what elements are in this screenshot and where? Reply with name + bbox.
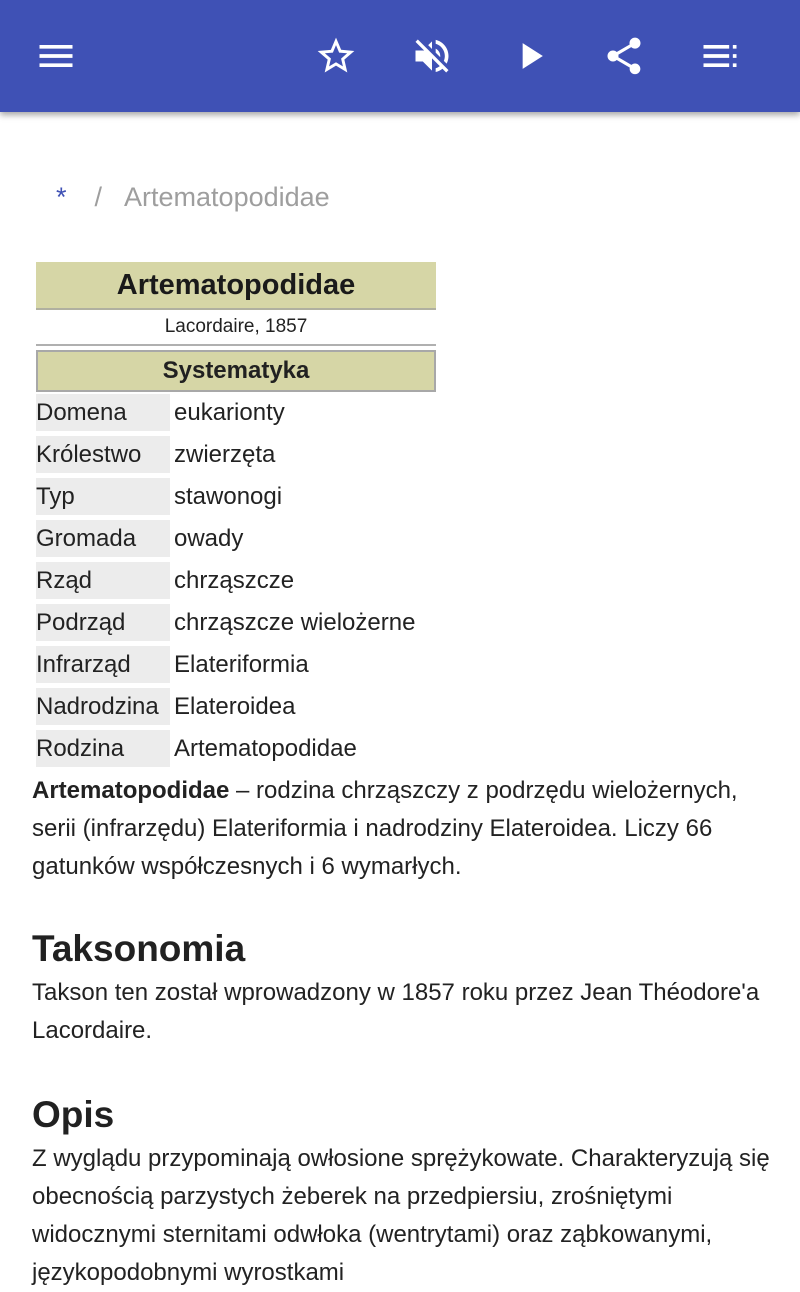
- taxobox-row-label: Rząd: [36, 562, 170, 599]
- taxobox-section-header: Systematyka: [36, 350, 436, 392]
- taxobox-row-value[interactable]: Elateroidea: [174, 693, 296, 720]
- taxobox-row: [36, 560, 436, 602]
- taxobox: [36, 262, 436, 770]
- taxobox-row-value[interactable]: zwierzęta: [174, 441, 276, 468]
- taxobox-row-value[interactable]: Artematopodidae: [174, 735, 357, 762]
- section-heading-opis: Opis: [32, 1094, 115, 1135]
- section-paragraph-taksonomia: Takson ten został wprowadzony w 1857 roku przez Jean Théodore'a Lacordaire.: [32, 979, 760, 1044]
- menu-icon: [34, 34, 78, 78]
- play-icon: [508, 34, 552, 78]
- taxobox-row-label: Podrząd: [36, 604, 170, 641]
- share-icon: [602, 34, 646, 78]
- breadcrumb-current: Artematopodidae: [124, 182, 330, 212]
- taxobox-row-label: Nadrodzina: [36, 688, 170, 725]
- volume-off-icon: [410, 34, 454, 78]
- taxobox-row: [36, 644, 436, 686]
- taxobox-row: [36, 392, 436, 434]
- taxobox-row-value[interactable]: eukarionty: [174, 399, 285, 426]
- app-toolbar: [0, 0, 800, 112]
- taxobox-row-value[interactable]: owady: [174, 525, 244, 552]
- star-icon: [314, 34, 358, 78]
- taxobox-row-value[interactable]: chrząszcze: [174, 567, 295, 594]
- section-paragraph-opis: Z wyglądu przypominają owłosione sprężykowate. Charakteryzują się obecnością parzystych żeberek na przedpiersiu, zrośniętymi widocznymi sternitami odwłoka (wentrytami) oraz ząbkowanymi, językopodobnymi wyrostkami: [32, 1145, 770, 1286]
- menu-button[interactable]: [28, 28, 84, 84]
- intro-paragraph: [32, 772, 772, 886]
- taxobox-row-label: Rodzina: [36, 730, 170, 767]
- contents-button[interactable]: [692, 28, 748, 84]
- taxobox-rows: [36, 392, 436, 770]
- breadcrumb-root-link[interactable]: *: [56, 182, 67, 212]
- taxobox-row-label: Typ: [36, 478, 170, 515]
- intro-text: – rodzina chrząszczy z podrzędu wielożernych, serii (infrarzędu) Elateriformia i nadrodziny Elateroidea. Liczy 66 gatunków współczesnych i 6 wymarłych.: [32, 777, 738, 880]
- article-body: [32, 772, 772, 1286]
- playlist-icon: [698, 34, 742, 78]
- taxobox-row: [36, 518, 436, 560]
- breadcrumb-separator: /: [94, 182, 103, 212]
- intro-bold-term: Artematopodidae: [32, 777, 230, 804]
- taxobox-row: [36, 602, 436, 644]
- taxobox-title: Artematopodidae: [36, 262, 436, 310]
- taxobox-author: Lacordaire, 1857: [36, 310, 436, 346]
- taxobox-row-value[interactable]: chrząszcze wielożerne: [174, 609, 416, 636]
- taxobox-row-label: Infrarząd: [36, 646, 170, 683]
- taxobox-row-label: Domena: [36, 394, 170, 431]
- taxobox-row-label: Królestwo: [36, 436, 170, 473]
- share-button[interactable]: [596, 28, 652, 84]
- taxobox-row-label: Gromada: [36, 520, 170, 557]
- mute-button[interactable]: [404, 28, 460, 84]
- taxobox-row-value[interactable]: stawonogi: [174, 483, 283, 510]
- taxobox-row: [36, 434, 436, 476]
- bookmark-button[interactable]: [308, 28, 364, 84]
- breadcrumb: [56, 182, 330, 213]
- taxobox-row: [36, 728, 436, 770]
- section-heading-taksonomia: Taksonomia: [32, 928, 246, 969]
- taxobox-row: [36, 476, 436, 518]
- taxobox-row: [36, 686, 436, 728]
- play-button[interactable]: [502, 28, 558, 84]
- taxobox-row-value[interactable]: Elateriformia: [174, 651, 309, 678]
